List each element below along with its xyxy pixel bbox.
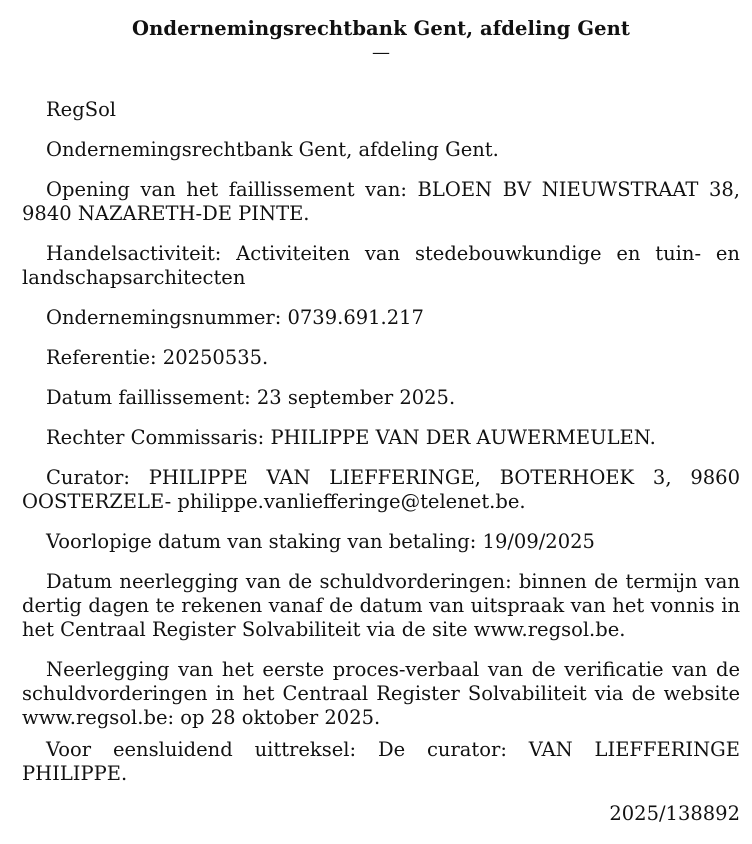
document <box>22 14 740 826</box>
paragraph-company-number: Ondernemingsnummer: 0739.691.217 <box>46 306 424 329</box>
publication-reference: 2025/138892 <box>609 802 740 825</box>
paragraph-court: Ondernemingsrechtbank Gent, afdeling Gent. <box>46 138 499 161</box>
paragraph-claims-filing: Datum neerlegging van de schuldvorderingen: binnen de termijn van dertig dagen te rekenen vanaf de datum van uitspraak van het vonnis in het Centraal Register Solvabiliteit via de site www.regsol.be. <box>22 570 740 641</box>
paragraph-reference: Referentie: 20250535. <box>46 346 269 369</box>
paragraph-activity: Handelsactiviteit: Activiteiten van stedebouwkundige en tuin- en landschapsarchitecten <box>22 242 740 289</box>
paragraph-curator: Curator: PHILIPPE VAN LIEFFERINGE, BOTERHOEK 3, 9860 OOSTERZELE- philippe.vanliefferinge@telenet.be. <box>22 466 740 513</box>
document-body <box>22 98 740 786</box>
paragraph-certified-extract: Voor eensluidend uittreksel: De curator: VAN LIEFFERINGE PHILIPPE. <box>22 738 740 785</box>
paragraph-suspension-date: Voorlopige datum van staking van betaling: 19/09/2025 <box>46 530 595 553</box>
paragraph-judge: Rechter Commissaris: PHILIPPE VAN DER AUWERMEULEN. <box>46 426 656 449</box>
paragraph-bankruptcy-date: Datum faillissement: 23 september 2025. <box>46 386 456 409</box>
paragraph-regsol: RegSol <box>46 98 117 121</box>
court-heading: Ondernemingsrechtbank Gent, afdeling Gent <box>131 17 631 40</box>
paragraph-verification: Neerlegging van het eerste proces-verbaal van de verificatie van de schuldvorderingen in het Centraal Register Solvabiliteit via de website www.regsol.be: op 28 oktober 2025. <box>22 658 740 729</box>
heading-dash: — <box>372 42 390 63</box>
paragraph-opening: Opening van het faillissement van: BLOEN BV NIEUWSTRAAT 38, 9840 NAZARETH-DE PINTE. <box>22 178 740 225</box>
